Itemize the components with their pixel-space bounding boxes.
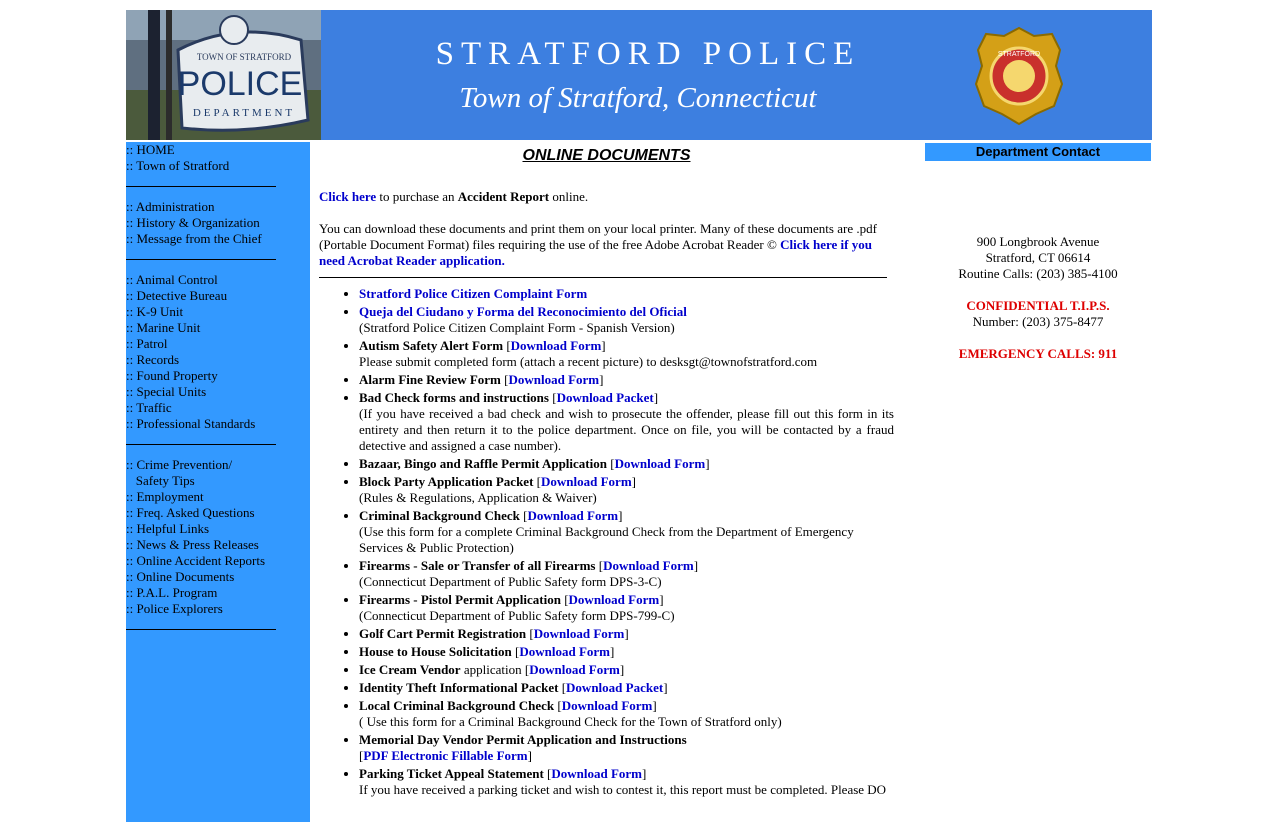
sidebar-link[interactable]: :: P.A.L. Program	[126, 585, 218, 600]
document-item: • House to House Solicitation [Download Form]	[359, 644, 894, 660]
document-note: (Use this form for a complete Criminal Background Check from the Department of Emergency Services & Public Protection)	[359, 524, 854, 555]
document-title: Firearms - Pistol Permit Application	[359, 592, 561, 607]
document-title: Autism Safety Alert Form	[359, 338, 504, 353]
document-title: Identity Theft Informational Packet	[359, 680, 559, 695]
sidebar-item	[126, 304, 310, 320]
sidebar-link[interactable]: :: Traffic	[126, 400, 172, 415]
download-link[interactable]: Download Form	[551, 766, 643, 781]
contact-header: Department Contact	[924, 142, 1152, 162]
sidebar-link[interactable]: :: Police Explorers	[126, 601, 223, 616]
sidebar-link[interactable]: :: Online Accident Reports	[126, 553, 266, 568]
download-link[interactable]: Download Form	[541, 474, 632, 489]
acrobat-reader-link[interactable]: Click here if you need Acrobat Reader application.	[319, 237, 872, 268]
nav-group-admin	[126, 199, 310, 247]
sidebar-link[interactable]: :: Helpful Links	[126, 521, 210, 536]
document-note: If you have received a parking ticket and wish to contest it, this report must be completed. Please DO	[359, 782, 887, 797]
nav-divider	[126, 186, 276, 187]
sidebar-item	[126, 288, 310, 304]
sidebar-nav	[126, 142, 310, 822]
download-link[interactable]: Download Form	[603, 558, 694, 573]
document-title: Golf Cart Permit Registration	[359, 626, 527, 641]
sidebar-link[interactable]: :: History & Organization	[126, 215, 260, 230]
sidebar-item	[126, 215, 310, 231]
nav-group-divisions	[126, 272, 310, 432]
download-link[interactable]: Download Form	[527, 508, 619, 523]
police-sign-photo	[126, 10, 321, 140]
document-item: • Golf Cart Permit Registration [Download Form]	[359, 626, 894, 642]
sign-text-department: DEPARTMENT	[192, 107, 296, 119]
document-note: (If you have received a bad check and wish to prosecute the offender, please fill out this form in its entirety and then return it to the police department. Once on file, you will be contacted by a fraud detective and assigned a case number).	[359, 406, 894, 453]
download-link[interactable]: Download Packet	[556, 390, 654, 405]
site-title: STRATFORD POLICE	[435, 36, 861, 72]
sidebar-item	[126, 505, 310, 521]
sidebar-link[interactable]: :: Administration	[126, 199, 215, 214]
download-link[interactable]: Download Packet	[566, 680, 664, 695]
download-link[interactable]: Download Form	[614, 456, 706, 471]
tips-number: Number: (203) 375-8477	[972, 314, 1104, 329]
document-title: Alarm Fine Review Form	[359, 372, 501, 387]
sidebar-item	[126, 336, 310, 352]
document-note: (Connecticut Department of Public Safety form DPS-3-C)	[359, 574, 662, 589]
sidebar-link[interactable]: :: Employment	[126, 489, 204, 504]
site-banner	[126, 10, 1152, 142]
sidebar-item	[126, 199, 310, 215]
sidebar-link[interactable]: :: Crime Prevention/	[126, 457, 233, 472]
divider	[319, 277, 887, 278]
police-badge-icon	[974, 26, 1064, 126]
document-title: House to House Solicitation	[359, 644, 512, 659]
document-item: • Alarm Fine Review Form [Download Form]	[359, 372, 894, 388]
sidebar-link[interactable]: :: Detective Bureau	[126, 288, 228, 303]
accident-report-link[interactable]: Click here	[319, 189, 377, 204]
document-item: • Firearms - Sale or Transfer of all Firearms [Download Form] (Connecticut Department of Public Safety form DPS-3-C)	[359, 558, 894, 590]
sidebar-link[interactable]: :: Marine Unit	[126, 320, 201, 335]
download-link[interactable]: Download Form	[568, 592, 660, 607]
sidebar-item	[126, 489, 310, 505]
sidebar-link[interactable]: :: Freq. Asked Questions	[126, 505, 255, 520]
sidebar-item	[126, 368, 310, 384]
nav-group-resources	[126, 457, 310, 617]
sidebar-item	[126, 457, 310, 473]
page-title: ONLINE DOCUMENTS	[522, 147, 691, 164]
download-link[interactable]: Download Form	[508, 372, 600, 387]
sidebar-item	[126, 158, 310, 174]
sidebar-item	[126, 272, 310, 288]
download-link[interactable]: Download Form	[529, 662, 620, 677]
nav-divider	[126, 444, 276, 445]
document-item: • Identity Theft Informational Packet [Download Packet]	[359, 680, 894, 696]
sidebar-item	[126, 231, 310, 247]
document-title: Criminal Background Check	[359, 508, 520, 523]
download-link[interactable]: Download Form	[533, 626, 625, 641]
sidebar-item	[126, 585, 310, 601]
document-title: Ice Cream Vendor	[359, 662, 461, 677]
intro-paragraph: You can download these documents and print them on your local printer. Many of these documents are .pdf (Portable Document Format) files requiring the use of the free Adobe Acrobat Reader © Click here if you need Acrobat Reader application.	[319, 221, 877, 268]
sidebar-item	[126, 569, 310, 585]
routine-calls: Routine Calls: (203) 385-4100	[958, 266, 1118, 281]
document-note: ( Use this form for a Criminal Background Check for the Town of Stratford only)	[359, 714, 782, 729]
document-note: (Rules & Regulations, Application & Waiver)	[359, 490, 597, 505]
nav-divider	[126, 259, 276, 260]
sidebar-link[interactable]: :: Message from the Chief	[126, 231, 262, 246]
nav-divider	[126, 629, 276, 630]
sidebar-item	[126, 142, 310, 158]
document-link[interactable]: Queja del Ciudano y Forma del Reconocimiento del Oficial	[359, 304, 687, 319]
sidebar-link[interactable]: :: Online Documents	[126, 569, 235, 584]
document-note: Please submit completed form (attach a recent picture) to desksgt@townofstratford.com	[359, 354, 818, 369]
address-line-2: Stratford, CT 06614	[985, 250, 1091, 265]
document-item: • Bazaar, Bingo and Raffle Permit Application [Download Form]	[359, 456, 894, 472]
document-note: (Connecticut Department of Public Safety form DPS-799-C)	[359, 608, 675, 623]
sidebar-item	[126, 521, 310, 537]
document-link[interactable]: Stratford Police Citizen Complaint Form	[359, 286, 588, 301]
emergency-calls: EMERGENCY CALLS: 911	[958, 346, 1118, 361]
download-link[interactable]: Download Form	[519, 644, 610, 659]
document-item: • Autism Safety Alert Form [Download Form] Please submit completed form (attach a recent picture) to desksgt@townofstratford.com	[359, 338, 894, 370]
download-link[interactable]: Download Form	[561, 698, 653, 713]
sidebar-link[interactable]: :: Patrol	[126, 336, 168, 351]
documents-list	[319, 286, 894, 798]
sidebar-link[interactable]: :: HOME	[126, 142, 175, 157]
document-title-extra: application	[460, 662, 522, 677]
document-item: • Criminal Background Check [Download Form] (Use this form for a complete Criminal Background Check from the Department of Emergency Services & Public Protection)	[359, 508, 894, 556]
sidebar-link[interactable]: :: News & Press Releases	[126, 537, 259, 552]
document-item: • Local Criminal Background Check [Download Form] ( Use this form for a Criminal Background Check for the Town of Stratford only)	[359, 698, 894, 730]
badge-text: STRATFORD	[997, 51, 1041, 58]
document-item: • Bad Check forms and instructions [Download Packet] (If you have received a bad check and wish to prosecute the offender, please fill out this form in its entirety and then return it to the police department. Once on file, you will be contacted by a fraud detective and assigned a case number).	[359, 390, 894, 454]
site-subtitle: Town of Stratford, Connecticut	[459, 82, 817, 114]
document-item: • Memorial Day Vendor Permit Application and Instructions [PDF Electronic Fillable Form]	[359, 732, 894, 764]
download-link[interactable]: PDF Electronic Fillable Form	[363, 748, 528, 763]
sidebar-link[interactable]: :: Town of Stratford	[126, 158, 230, 173]
download-link[interactable]: Download Form	[510, 338, 602, 353]
sidebar-link[interactable]: Safety Tips	[126, 473, 195, 488]
document-title: Local Criminal Background Check	[359, 698, 555, 713]
nav-group-main	[126, 142, 310, 174]
document-title: Block Party Application Packet	[359, 474, 534, 489]
sidebar-link[interactable]: :: Special Units	[126, 384, 207, 399]
document-title: Bazaar, Bingo and Raffle Permit Application	[359, 456, 607, 471]
sidebar-link[interactable]: :: Professional Standards	[126, 416, 256, 431]
document-title: Memorial Day Vendor Permit Application and Instructions	[359, 732, 687, 747]
sign-text-top: TOWN OF STRATFORD	[196, 52, 292, 62]
document-item: • Parking Ticket Appeal Statement [Download Form] If you have received a parking ticket and wish to contest it, this report must be completed. Please DO	[359, 766, 894, 798]
document-item	[359, 304, 894, 336]
sidebar-link[interactable]: :: Animal Control	[126, 272, 218, 287]
sidebar-item	[126, 400, 310, 416]
document-note: (Stratford Police Citizen Complaint Form - Spanish Version)	[359, 320, 675, 335]
sidebar-item	[126, 553, 310, 569]
address-line-1: 900 Longbrook Avenue	[976, 234, 1100, 249]
sidebar-item	[126, 320, 310, 336]
sidebar-link[interactable]: :: Found Property	[126, 368, 218, 383]
document-item: • Block Party Application Packet [Download Form] (Rules & Regulations, Application & Waiver)	[359, 474, 894, 506]
document-title: Bad Check forms and instructions	[359, 390, 549, 405]
sidebar-link[interactable]: :: Records	[126, 352, 180, 367]
sidebar-item	[126, 352, 310, 368]
sign-text-police: POLICE	[177, 65, 303, 103]
document-title: Parking Ticket Appeal Statement	[359, 766, 544, 781]
document-item: • Firearms - Pistol Permit Application [Download Form] (Connecticut Department of Public Safety form DPS-799-C)	[359, 592, 894, 624]
sidebar-item	[126, 601, 310, 617]
tips-label: CONFIDENTIAL T.I.P.S.	[966, 298, 1110, 313]
document-title: Firearms - Sale or Transfer of all Firearms	[359, 558, 596, 573]
sidebar-item	[126, 537, 310, 553]
sidebar-item	[126, 473, 310, 489]
sidebar-item	[126, 416, 310, 432]
sidebar-item	[126, 384, 310, 400]
main-content	[319, 142, 894, 800]
sidebar-link[interactable]: :: K-9 Unit	[126, 304, 184, 319]
accident-report-line: Click here to purchase an Accident Report online.	[319, 189, 589, 204]
document-item	[359, 286, 894, 302]
document-item: • Ice Cream Vendor application [Download Form]	[359, 662, 894, 678]
contact-panel	[924, 142, 1152, 362]
